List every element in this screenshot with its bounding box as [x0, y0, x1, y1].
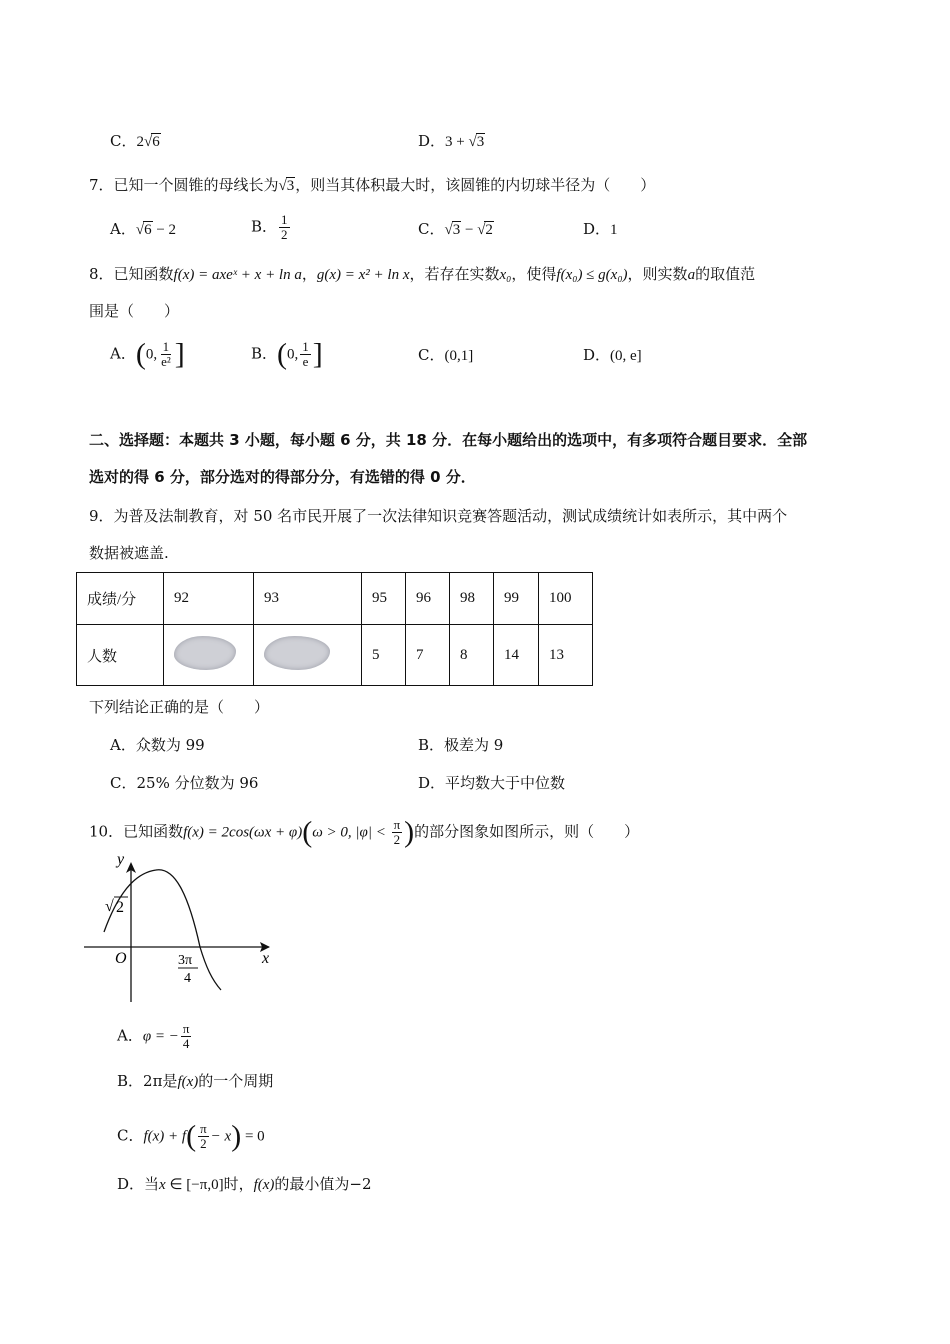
q8-stem-line2: 围是（ ）	[89, 302, 180, 320]
q9-prompt: 下列结论正确的是（ ）	[89, 698, 270, 716]
q8-option-b: B．(0, $\frac{1}{e}$ ]	[251, 337, 323, 371]
table-cell: 人数	[77, 625, 164, 686]
q10-option-d: D．当x ∈ [−π,0]时，f(x)的最小值为−2	[117, 1175, 372, 1193]
q9-option-a: A．众数为 99	[110, 736, 205, 754]
y-tick-label: 2	[116, 899, 124, 916]
q7-stem: 7．已知一个圆锥的母线长为√3，则当其体积最大时，该圆锥的内切球半径为（ ）	[89, 176, 656, 194]
section2-heading-line2: 选对的得 6 分，部分选对的得部分分，有选错的得 0 分．	[89, 468, 476, 486]
cover-smudge	[264, 636, 330, 670]
table-cell: 99	[494, 573, 539, 625]
table-row	[77, 625, 593, 686]
table-cell: 8	[450, 625, 494, 686]
section2-heading-line1: 二、选择题：本题共 3 小题，每小题 6 分，共 18 分．在每小题给出的选项中，有多项符合题目要求．全部	[89, 431, 808, 449]
q7-option-c: C．√3 − √2	[418, 220, 493, 238]
function-curve	[104, 870, 221, 990]
q9-option-b: B．极差为 9	[418, 736, 504, 754]
sqrt-symbol: √	[105, 898, 114, 915]
table-cell: 5	[362, 625, 406, 686]
q7-option-b: B． $\frac{1}{2}$	[251, 212, 288, 242]
cover-smudge	[174, 636, 236, 670]
q7-option-a: A．√6 − 2	[110, 220, 177, 238]
q9-stem-line2: 数据被遮盖.	[89, 544, 169, 562]
table-cell: 14	[494, 625, 539, 686]
q10-option-c: C．f(x) + f( $\frac{\pi}{2}$ − x) = 0	[117, 1119, 265, 1153]
table-cell: 7	[406, 625, 450, 686]
q6-option-d: D．3 + √3	[418, 132, 485, 150]
table-cell: 92	[164, 573, 254, 625]
table-cell: 98	[450, 573, 494, 625]
table-cell: 成绩/分	[77, 573, 164, 625]
x-axis-label: x	[262, 950, 270, 967]
table-cell: 95	[362, 573, 406, 625]
table-header-row	[77, 573, 593, 625]
table-cell: 13	[539, 625, 593, 686]
q8-option-a: A．(0, $\frac{1}{\text{e²}}$ ]	[110, 337, 185, 371]
q7-option-d: D．1	[583, 220, 618, 238]
q9-option-c: C．25% 分位数为 96	[110, 774, 259, 792]
q10-stem: 10．已知函数f(x) = 2cos(ωx + φ)(ω > 0, |φ| < $\frac{\pi}{2}$ )的部分图象如图所示，则（ ）	[89, 815, 640, 849]
score-table	[76, 572, 593, 686]
q9-option-d: D．平均数大于中位数	[418, 774, 566, 792]
q6-option-c: C．2√6	[110, 132, 160, 150]
y-axis-label: y	[117, 852, 125, 868]
q9-stem-line1: 9．为普及法制教育，对 50 名市民开展了一次法律知识竞赛答题活动，测试成绩统计如表所示，其中两个	[89, 507, 788, 525]
cosine-graph	[84, 852, 284, 1004]
q10-option-a: A．φ = − $\frac{\pi}{4}$	[117, 1021, 190, 1051]
q10-option-b: B．2π是f(x)的一个周期	[117, 1072, 274, 1090]
table-cell: 100	[539, 573, 593, 625]
q8-option-c: C．(0,1]	[418, 346, 474, 364]
table-cell-covered	[164, 625, 254, 686]
x-tick-label-num: 3π	[178, 953, 193, 968]
table-cell: 96	[406, 573, 450, 625]
q8-stem-line1: 8．已知函数f(x) = axeˣ + x + ln a，g(x) = x² + ln x，若存在实数x₀，使得f(x₀) ≤ g(x₀)，则实数a的取值范	[89, 265, 756, 283]
table-cell: 93	[254, 573, 362, 625]
origin-label: O	[115, 950, 127, 967]
q8-option-d: D．(0, e]	[583, 346, 642, 364]
x-tick-label-den: 4	[184, 971, 191, 986]
table-cell-covered	[254, 625, 362, 686]
